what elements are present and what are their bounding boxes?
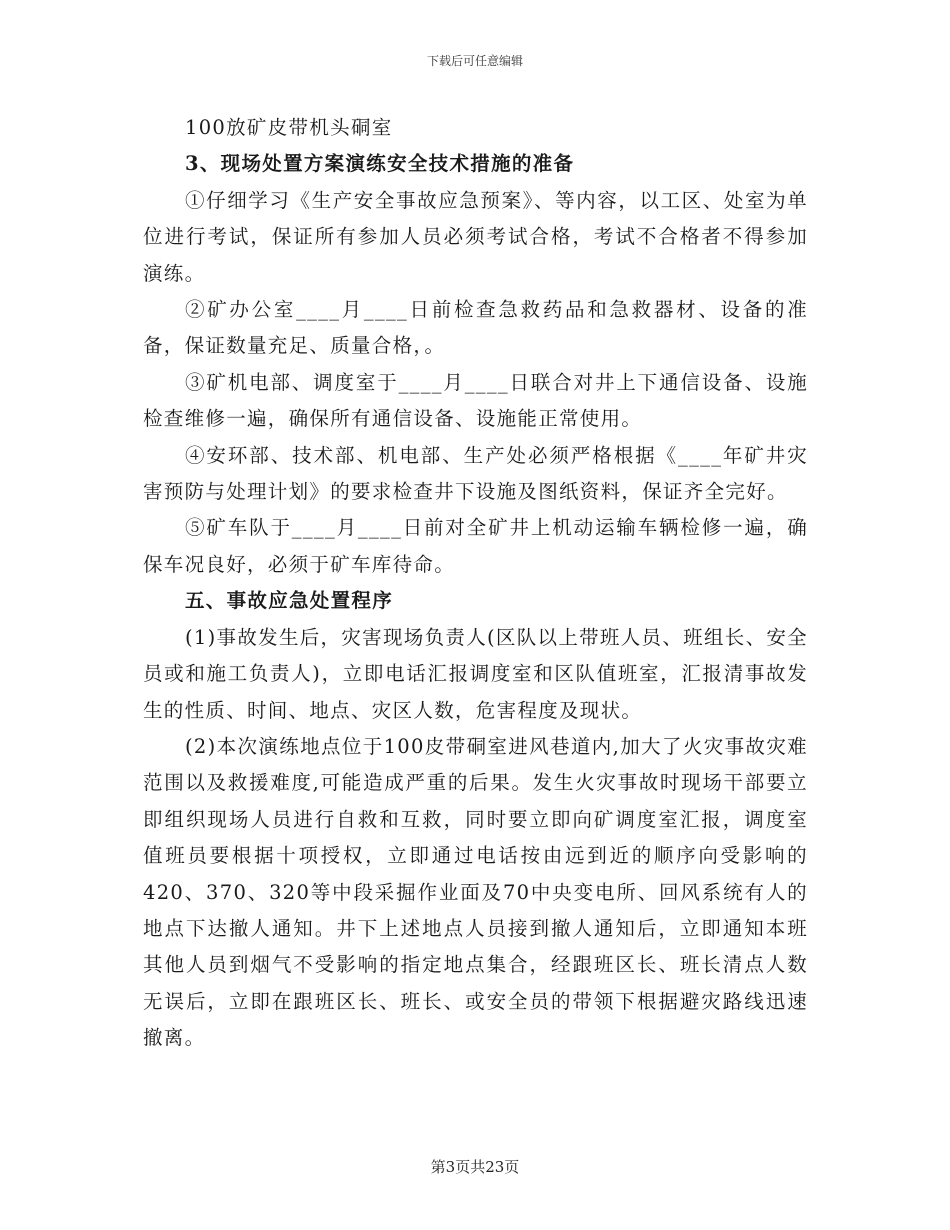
paragraph: 100放矿皮带机头硐室: [185, 116, 393, 139]
paragraph: (1)事故发生后，灾害现场负责人(区队以上带班人员、班组长、安全员或和施工负责人)，立即电话汇报调度室和区队值班室，汇报清事故发生的性质、时间、地点、灾区人数，危害程度及现状。: [143, 625, 808, 722]
paragraph: ①仔细学习《生产安全事故应急预案》、等内容，以工区、处室为单位进行考试，保证所有参加人员必须考试合格，考试不合格者不得参加演练。: [143, 188, 808, 285]
paragraph: (2)本次演练地点位于100皮带硐室进风巷道内,加大了火灾事故灾难范围以及救援难度,可能造成严重的后果。发生火灾事故时现场干部要立即组织现场人员进行自救和互救，同时要立即向矿调度室汇报，调度室值班员要根据十项授权，立即通过电话按由远到近的顺序向受影响的420、370、320等中段采掘作业面及70中央变电所、回风系统有人的地点下达撤人通知。井下上述地点人员接到撤人通知后，立即通知本班其他人员到烟气不受影响的指定地点集合，经跟班区长、班长清点人数无误后，立即在跟班区长、班长、或安全员的带领下根据避灾路线迅速撤离。: [143, 734, 808, 1050]
section-heading: 3、现场处置方案演练安全技术措施的准备: [185, 152, 575, 176]
document-body: [143, 110, 808, 1057]
page-footer: 第3页共23页: [430, 1158, 520, 1176]
paragraph: ②矿办公室____月____日前检查急救药品和急救器材、设备的准备，保证数量充足、质量合格，。: [143, 298, 808, 358]
paragraph: ④安环部、技术部、机电部、生产处必须严格根据《____年矿井灾害预防与处理计划》的要求检查井下设施及图纸资料，保证齐全完好。: [143, 443, 808, 504]
section-heading: 五、事故应急处置程序: [185, 589, 394, 613]
page-header: 下载后可任意编辑: [426, 54, 523, 68]
paragraph: ⑤矿车队于____月____日前对全矿井上机动运输车辆检修一遍，确保车况良好，必须于矿车库待命。: [143, 516, 808, 576]
paragraph: ③矿机电部、调度室于____月____日联合对井上下通信设备、设施检查维修一遍，确保所有通信设备、设施能正常使用。: [143, 370, 808, 431]
